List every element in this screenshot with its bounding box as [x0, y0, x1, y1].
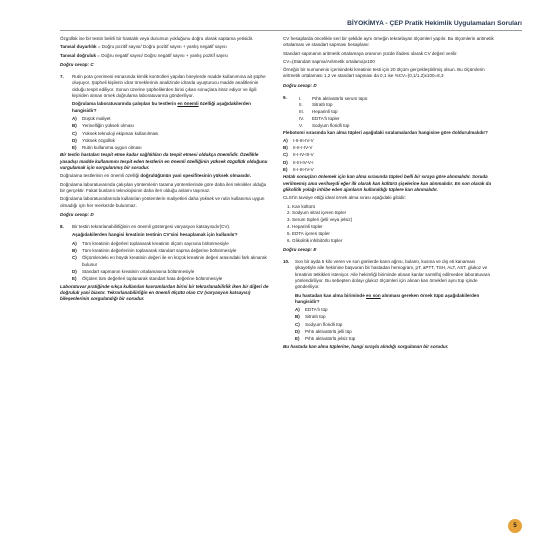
cv-text: CV hesaplarda öncelikle seri bir şekilde aynı örneğin tekrarlayan ölçümleri yapılır. Bu ölçümlerin aritmetik ortalaması ve standart sapması hesaplanır. [283, 36, 494, 48]
option-d: D) Yüksek özgüllük [72, 137, 115, 143]
tanisal-dogruluk-label: Tanısal doğruluk [60, 52, 97, 58]
explanation-text: Doğrulama laboratuvarında çalışılan yöntemlerin tarama yöntemlerinde göre daha ileri teknikler olduğu bir gerçektir. Fakat bunların teknolojisinin daha ileri olduğu anlamı taşımaz. [60, 181, 267, 193]
explanation-bold: Bu hastada kan alma tüplerine, hangi sırayla alındığı sorgulanan bir sorudur. [283, 343, 449, 349]
option-e: E) Pıhtı aktivatörlü jelsiz tüp [295, 336, 356, 342]
option-c: C) Yüksek teknoloji ekipman kullanılması [72, 130, 159, 136]
explanation-text: Doğrulama laboratuvarlarında kullanılan yöntemlerin maliyetleri daha yüksek ve rutin kullanıma uygun olmadığı için her merkezde bulunmaz. [60, 196, 265, 208]
tanisal-dogruluk [60, 53, 272, 59]
question-9 [283, 95, 495, 129]
tube-item: III. Heparinli tüp [299, 109, 338, 115]
sequence-item: 2. Sodyum sitrat içeren tüpler [287, 210, 347, 216]
question-text: Son bir ayda 5 kilo veren ve son günlerde karın ağrısı, bulantı, kusma ve dış eti kanaması şikayetiyle aile hekimine başvuran bir hastadan hemogram, pT, aPTT, TSH, ALT, AST, glukoz ve kreatinin tetkikleri isteniyor. Aile hekimliği biriminde alınan kanlar santrifüj edilmeden laboratuvara yönlendiriliyor. Bu sebepten dolayı glukoz ölçümleri için alınan kan örnekleri aynı tüp içinde gönderiliyor. [295, 259, 490, 290]
question-stem: Bu hastadan kan alma biriminde en son alınması gereken örnek tüpü aşağıdakilerden hangisidir? [295, 292, 480, 304]
answer-q8: Doğru cevap: D [283, 82, 317, 88]
option-a: A) Düşük maliyet [72, 115, 111, 121]
option-d: D) Standart sapmanın kreatinin ortalamasına bölünmesiyle [72, 268, 195, 274]
page-number-badge: 5 [508, 519, 522, 533]
question-stem: Flebotomi sırasında kan alma tüpleri aşağıdaki sıralamalardan hangisine göre doldurulmalıdır? [283, 129, 488, 135]
tanisal-duyarlik-formula: = Doğru pozitif sayısı/ Doğru pozitif sayısı + yanlış negatif sayısı [96, 44, 227, 50]
tube-item: I. Pıhtı aktivatörlü serum tüpü [299, 95, 368, 101]
explanation-text: Doğrulama testlerinin en önemli özelliği doğrulüğünün yani spesifitesinin yüksek olmasıdır. [60, 173, 252, 179]
option-b: B) Yerinelliğin yüksek olması [72, 123, 134, 129]
question-number: 7. [60, 74, 64, 80]
question-number: 8. [60, 224, 64, 230]
running-header: BİYOKİMYA - ÇEP Pratik Hekimlik Uygulamaları Soruları [347, 20, 522, 27]
intro-text: Özgüllük ise bir testin belirli bir hastalık veya durumun yokluğunu doğru olarak saptama yetisidir. [60, 36, 254, 41]
header-rule [60, 30, 522, 31]
tube-item: IV. EDTA'lı tüpler [299, 115, 340, 121]
right-column [283, 36, 495, 352]
tube-item: V. Sodyum floridli tüp [299, 122, 350, 128]
answer-q9: Doğru cevap: E [283, 246, 317, 252]
answer-q6: Doğru cevap: C [60, 61, 94, 67]
sequence-item: 5. EDTA içeren tüpler [287, 230, 330, 236]
left-column [60, 36, 272, 304]
option-e: E) Ölçülen tüm değerleri toplanarak standart hata değerine bölünmesiyle [72, 276, 223, 282]
option-d: D) Pıhtı aktivatörlü jelli tüp [295, 329, 352, 335]
clsi-text: CLSI'in tavsiye ettiği ideal örnek alma sırası aşağıdaki gibidir: [283, 195, 407, 201]
option-c: C) II-I-IV-III-V [283, 152, 314, 158]
option-a: A) Tüm kreatinin değerleri toplanarak kreatinin ölçüm sayısına bölünmesiyle [72, 240, 229, 246]
tanisal-duyarlik [60, 44, 272, 50]
tanisal-duyarlik-label: Tanısal duyarlılık [60, 44, 97, 50]
option-d: D) II-III-IV-V-I [283, 159, 314, 165]
question-number: 9. [283, 95, 287, 101]
question-stem: Aşağıdakilerden hangisi kreatinin testinin CV'sini hesaplamak için kullanılır? [72, 232, 238, 238]
tanisal-dogruluk-formula: = Doğru negatif sayısı/ Doğru negatif sayısı + yanlış pozitif sayısı [96, 52, 228, 58]
tube-item: II. Sitratlı tüp [299, 102, 333, 108]
option-a: A) EDTA'lı tüp [295, 307, 328, 313]
option-e: E) Rutin kullanıma uygun olması [72, 145, 142, 151]
question-number: 10. [283, 259, 290, 265]
option-b: B) Tüm kreatinin değerlerinin toplanarak standart sapma değerine bölünmesiyle [72, 248, 237, 254]
question-text: Bir testin tekrarlanabilirliğinin en önemli göstergesi varyasyon katsayısıdır(CV). [72, 224, 231, 230]
option-c: C) Sodyum floridli tüp [295, 321, 343, 327]
sequence-item: 1. Kan kültürü [287, 203, 316, 209]
cv-text: Standart sapmanın aritmetik ortalamaya oranının yüzde ifadesi olarak CV değeri verilir. [283, 50, 458, 56]
sequence-item: 6. Glikolitik inhibitörlü tüpler [287, 237, 343, 243]
explanation-bold: Bir testin hastaları tespit etme kadar sağlıklıları da tespit etmesi oldukça önemlidir. Özellikle yasadışı madde kullanımını tespit eden testlerin en önemli özelliğinin yüksek özgüllük olduğunu vurgulamak için sorgulanmış bir sorudur. [60, 152, 268, 171]
sequence-item: 4. Heparinli tüpler [287, 223, 323, 229]
answer-q7: Doğru cevap: D [60, 211, 94, 217]
cv-example: Örneğin bir numunenin içerisindeki kreatinin testi için 20 ölçüm gerçekleştirilmiş olsun. Bu ölçümlerin aritmetik ortalaması 1,2 ve standart sapması da 0,1 ise %CV=(0,1/1,2)x100=8,3 [283, 67, 485, 79]
question-7 [60, 74, 272, 152]
cv-formula: CV=(Standart sapma/Aritmetik ortalama)x100 [283, 58, 375, 64]
question-8 [60, 224, 272, 283]
explanation-bold: Laboratuvar pratiğinde sıkça kullanılan kavramlardan birisi bir tekrarlanabilirlik iken bir diğeri de doğruluk yani biastır. Tekrarlanabilirliğin en önemli ölçütü olan CV (varyasyon katsayısı) bileşenlerinin sorgulandığı bir sorudur. [60, 283, 269, 302]
option-a: A) I-II-III-IV-V [283, 137, 314, 143]
question-10 [283, 259, 495, 344]
option-b: B) Sitratlı tüp [295, 314, 326, 320]
question-stem: Doğrulama laboratuvarında çalışılan bu testlerin en önemli özelliği aşağıdakilerden hangisidir? [72, 101, 251, 113]
explanation-bold: Hatalı sonuçları önlemek için kan alma sırasında tüpleri belli bir sıraya göre alınmalıdır. Soruda verilmemiş ama verilseydi eğer ilk olarak kan kültürü şişelerine kan alınmalıdır. En son olarak da glikolitik yolağı inhibe eden ajanların kullanıldığı tüplere kan alınmalıdır. [283, 174, 491, 192]
option-c: C) Ölçümlerdeki en büyük kreatinin değeri ile en küçük kreatinin değeri arasındaki fark alınarak bulunur [72, 255, 267, 267]
sequence-item: 3. Serum tüpleri (jelli veya jelsiz) [287, 217, 353, 223]
option-e: E) II-I-III-IV-V [283, 167, 314, 173]
option-b: B) II-II-I-IV-V [283, 145, 313, 151]
question-text: Rutin pota çevrimesi esnasında kimlik kontrolleri yapılan bireylerde madde kullanımına ait şüphe oluşuyor. Şüpheli kişilerin idrar örneklerinin analizinde idrarda uyuşturucu madde analitlerinin olduğu tespit ediliyor. Sonun üzerine şüphelilerden birisi çıkan sonuçlara itiraz ediyor ve ilgili kişiriden alınan örnek doğrulama laboratuvarına gönderiliyor. [72, 74, 266, 99]
